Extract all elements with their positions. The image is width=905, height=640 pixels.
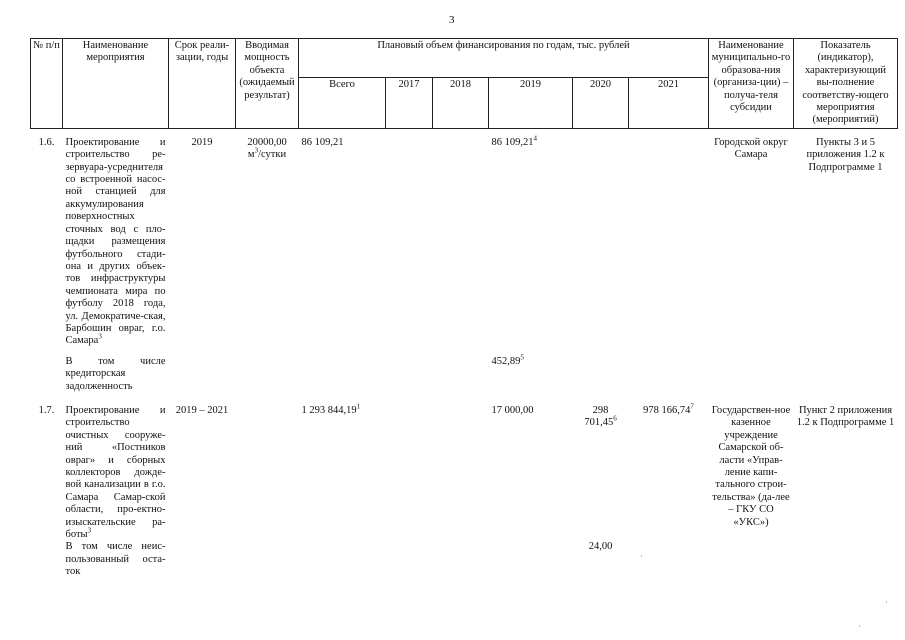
row-municipality: Городской округ Самара [714, 136, 788, 161]
row-capacity [236, 405, 299, 541]
header-capacity: Вводимая мощность объекта (ожидаемый результат) [236, 39, 299, 129]
row-num: 1.7. [38, 404, 55, 416]
row-capacity: 20000,00 м$^3$/сутки [247, 136, 287, 161]
row-num: 1.6. [38, 136, 55, 148]
row-total: 86 109,21 [301, 136, 344, 148]
row-indicator: Пункт 2 приложения 1.2 к Подпрограмме 1 [796, 404, 895, 429]
table-row [31, 356, 898, 393]
row-indicator: Пункты 3 и 5 приложения 1.2 к Подпрограмме 1 [806, 136, 885, 173]
header-funding-group: Плановый объем финансирования по годам, тыс. рублей [299, 39, 709, 78]
row-2021 [629, 137, 709, 348]
row-2019: 86 109,21$^4$ [491, 134, 537, 148]
row-term: 2019 – 2021 [175, 404, 229, 416]
row-municipality: Государствен-ное казенное учреждение Самарской об-ласти «Управ-ление капи-тального строи-тельства» (да-лее – ГКУ СО «УКС») [711, 404, 791, 528]
stray-mark: · [640, 552, 643, 561]
row-2017 [386, 405, 433, 541]
header-year-2021: 2021 [629, 77, 709, 128]
table-row [31, 405, 898, 541]
row-2020 [573, 137, 629, 348]
header-term: Срок реали-зации, годы [169, 39, 236, 129]
row-2019: 17 000,00 [491, 404, 534, 416]
header-num: № п/п [31, 39, 63, 129]
header-name: Наименование мероприятия [63, 39, 169, 129]
page-number: 3 [449, 14, 455, 26]
header-year-2019: 2019 [489, 77, 573, 128]
stray-mark: · [885, 598, 888, 607]
row-2020: 24,00 [588, 541, 613, 553]
header-year-2018: 2018 [433, 77, 489, 128]
row-2018 [433, 405, 489, 541]
row-2019: 452,89$^5$ [491, 353, 524, 367]
header-year-2017: 2017 [386, 77, 433, 128]
header-year-2020: 2020 [573, 77, 629, 128]
funding-table [30, 38, 898, 579]
table-row [31, 541, 898, 578]
stray-mark: · [858, 622, 861, 631]
row-name: Проектирование и строительство очистных сооруже-ний «Постников овраг» и сборных коллекторов дожде-вой канализации в г.о. Самара Самар-ской области, про-ектно-изыскательские ра-боты$^3$ [65, 404, 166, 541]
header-municipality: Наименование муниципально-го образова-ния (организа-ции) – получа-теля субсидии [709, 39, 794, 129]
header-indicator: Показатель (индикатор), характеризующий вы-полнение соответству-ющего мероприятия (мероприятий) [794, 39, 898, 129]
header-total: Всего [299, 77, 386, 128]
row-2020: 298 701,45$^6$ [584, 404, 617, 429]
row-name: В том числе кредиторская задолженность [65, 355, 166, 392]
row-total: 1 293 844,19$^1$ [301, 402, 361, 416]
row-term: 2019 [191, 136, 213, 148]
row-2021: 978 166,74$^7$ [643, 402, 694, 416]
table-row [31, 137, 898, 348]
row-name: В том числе неис-пользованный оста-ток [65, 541, 166, 578]
row-2017 [386, 137, 433, 348]
row-2018 [433, 137, 489, 348]
row-name: Проектирование и строительство ре-зервуара-усреднителя со встроенной насос-ной станцией для аккумулирования поверхностных сточных вод с пло-щадки размещения футбольного стади-она и других объек-тов инфраструктуры чемпионата мира по футболу 2018 года, ул. Демократиче-ская, Барбошин овраг, г.о. Самара$^3$ [65, 136, 166, 347]
